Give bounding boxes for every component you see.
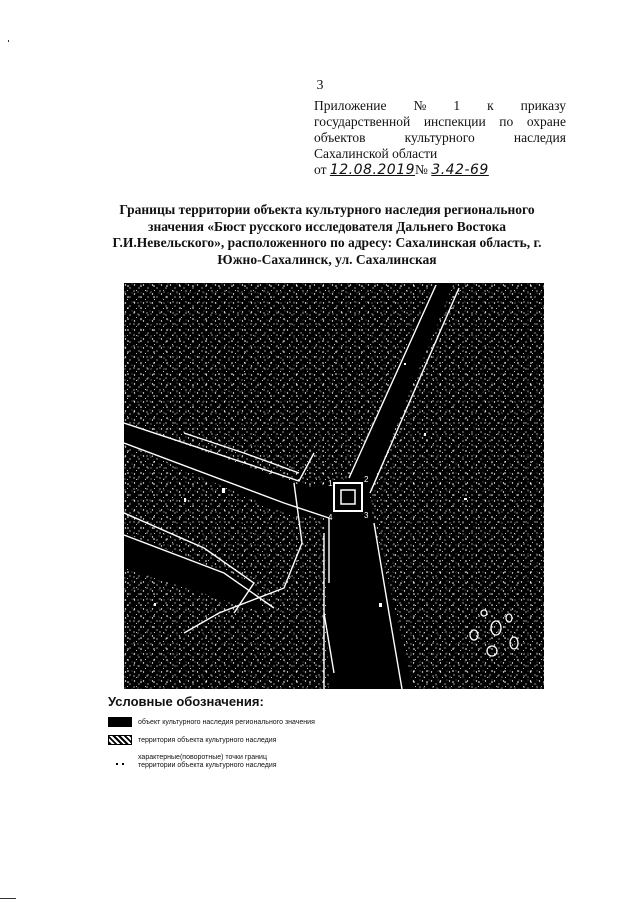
legend-item-object	[108, 717, 315, 727]
legend-label: объект культурного наследия регионального значения	[138, 718, 315, 726]
aerial-map-svg	[124, 283, 544, 689]
scan-artifact	[8, 40, 9, 42]
appendix-word: охране	[526, 114, 566, 129]
handwritten-date: 12.08.2019	[329, 162, 416, 178]
hatched-swatch-icon	[108, 735, 132, 745]
boundary-point-1: 1	[328, 479, 333, 488]
appendix-word: приказу	[520, 98, 566, 113]
appendix-word: Приложение	[314, 98, 387, 113]
appendix-word: государственной	[314, 114, 411, 129]
scan-artifact	[0, 898, 16, 899]
boundary-point-4: 4	[328, 513, 333, 522]
legend-label-line: территории объекта культурного наследия	[138, 762, 277, 769]
number-label: №	[415, 162, 428, 177]
handwritten-order-number: 3.42-69	[431, 162, 489, 178]
from-label: от	[314, 162, 327, 177]
appendix-word: культурного	[404, 130, 475, 145]
appendix-line-1	[314, 98, 566, 114]
appendix-word: инспекции	[423, 114, 486, 129]
appendix-word: к	[487, 98, 494, 113]
appendix-date-line	[314, 162, 566, 178]
boundary-point-3: 3	[364, 511, 369, 520]
legend-label-line: характерные(поворотные) точки границ	[138, 754, 267, 761]
appendix-word: 1	[453, 98, 461, 113]
aerial-map	[124, 283, 544, 689]
legend-item-points	[108, 754, 277, 770]
legend-item-territory	[108, 735, 276, 745]
boundary-point-2: 2	[364, 475, 369, 484]
boundary-points-icon	[114, 757, 128, 767]
appendix-word: №	[413, 98, 427, 113]
appendix-word: по	[499, 114, 514, 129]
appendix-line-2	[314, 114, 566, 130]
appendix-header	[314, 98, 566, 178]
document-title: Границы территории объекта культурного наследия регионального значения «Бюст русского исследователя Дальнего Востока Г.И.Невельского», расположенного по адресу: Сахалинская область, г. Южно-Сахалинск, ул. Сахалинская	[112, 202, 542, 267]
legend-label: территория объекта культурного наследия	[138, 736, 277, 744]
solid-black-swatch-icon	[108, 717, 132, 727]
appendix-word: объектов	[314, 130, 366, 145]
appendix-line-4: Сахалинской области	[314, 146, 438, 161]
legend-label	[138, 754, 277, 770]
appendix-line-3	[314, 130, 566, 146]
page-number: 3	[316, 78, 324, 93]
legend-title: Условные обозначения:	[108, 694, 264, 709]
appendix-word: наследия	[513, 130, 566, 145]
